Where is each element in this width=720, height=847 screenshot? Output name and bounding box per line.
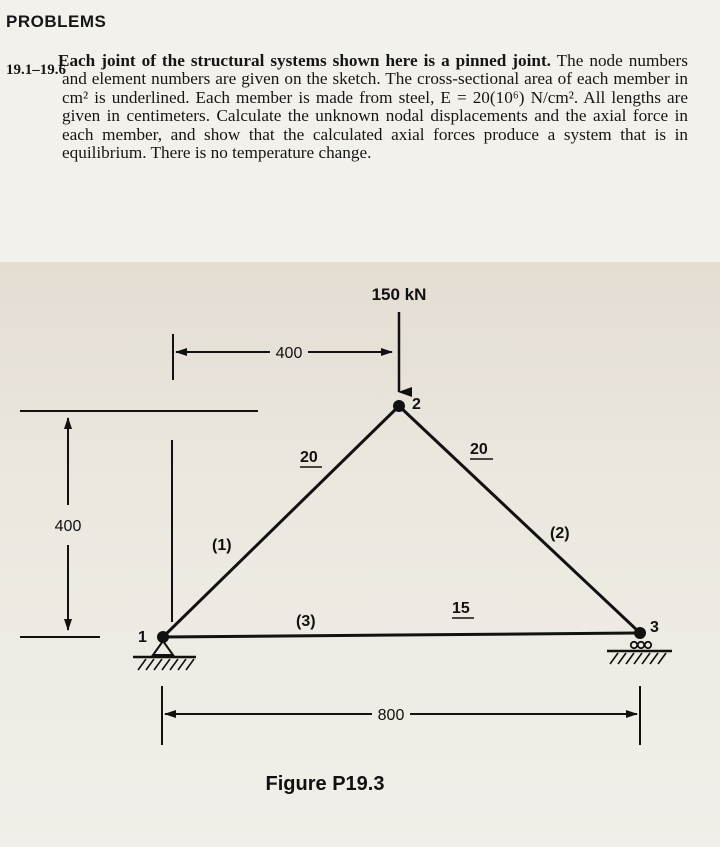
area-3-label: 15 [452,600,470,617]
applied-load [372,285,427,392]
problem-body: The node numbers and element numbers are given on the sketch. The cross-sectional area of each member in cm² is underlined. Each member is made from steel, E = 20(10⁶) N/cm². All lengths are given in centimeters. Calculate the unknown nodal displacements and the axial force in each member, and show that the calculated axial forces produce a system that is in equilibrium. There is no temperature change. [62,51,688,163]
top-dimension [173,334,392,380]
bottom-dimension [162,686,640,745]
area-2-label: 20 [470,441,488,458]
member-3 [163,633,640,637]
member-1 [163,406,399,637]
roller-support-node-3 [607,642,672,664]
truss-members [163,406,640,637]
area-2 [470,441,493,459]
node-3-joint [634,627,646,639]
problem-lead: Each joint of the structural systems shown here is a pinned joint. [58,51,551,70]
node-2-label: 2 [412,396,421,413]
section-heading: PROBLEMS [6,12,107,31]
node-1-label: 1 [138,629,147,646]
load-label: 150 kN [371,285,427,304]
area-1-label: 20 [300,449,318,466]
dimension-bottom-label: 800 [377,707,405,724]
left-dimension [20,411,258,637]
element-3-label: (3) [296,613,316,630]
area-3 [452,600,474,618]
element-1-label: (1) [212,537,232,554]
node-3-label: 3 [650,619,659,636]
element-2-label: (2) [550,525,570,542]
dimension-left-label: 400 [54,518,82,535]
figure-caption: Figure P19.3 [265,773,385,795]
problem-number: 19.1–19.6 [6,62,66,78]
member-2 [399,406,640,633]
dimension-top-label: 400 [275,345,303,362]
area-1 [300,449,322,467]
node-2-joint [393,400,405,412]
